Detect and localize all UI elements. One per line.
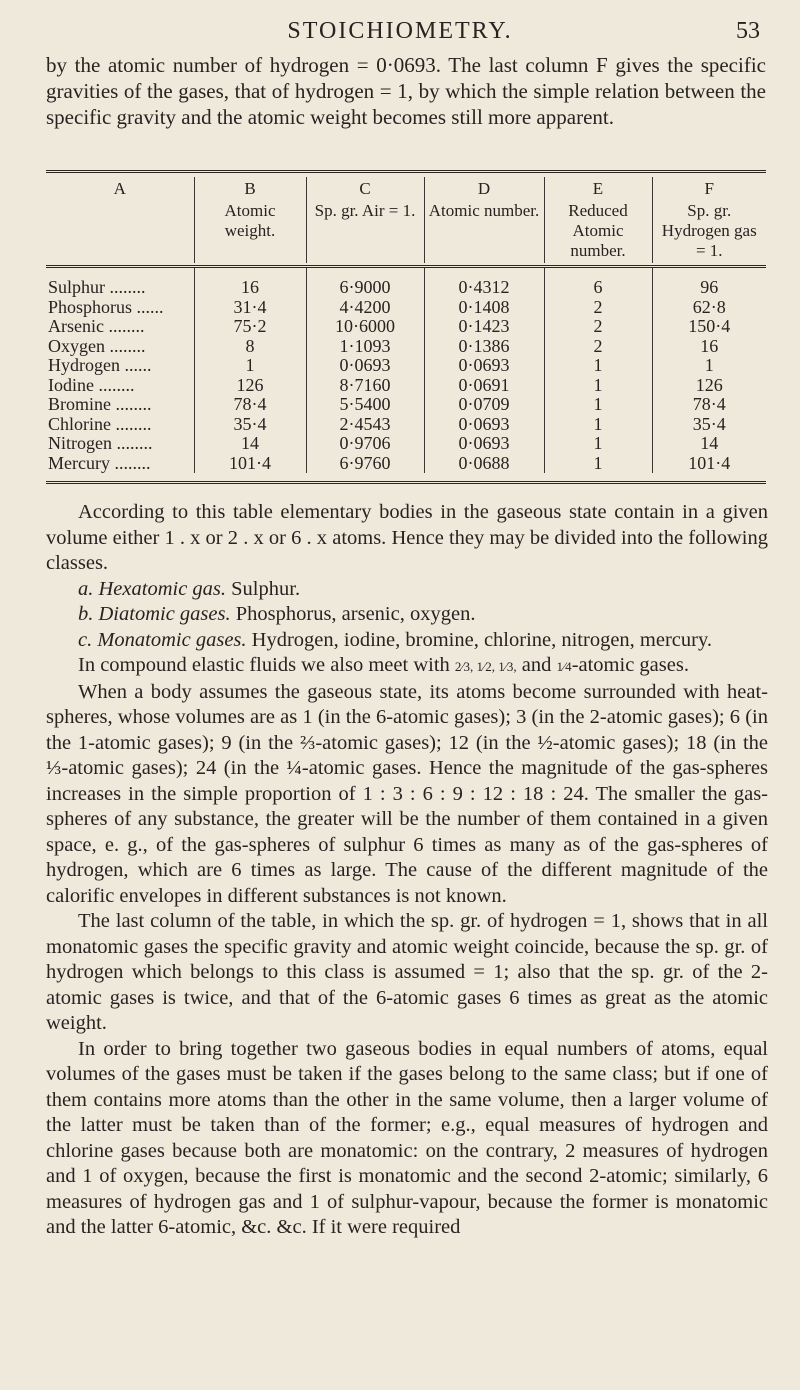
cell-weight: 126	[194, 376, 306, 396]
paragraph-compound-fluids	[46, 653, 768, 680]
table-header-row	[46, 177, 766, 263]
cell-name: Sulphur ........	[46, 267, 194, 298]
cell-atomic-number: 0·0709	[424, 395, 544, 415]
page-header	[0, 14, 800, 48]
table-row	[46, 454, 766, 474]
cell-reduced: 6	[544, 267, 652, 298]
cell-weight: 8	[194, 337, 306, 357]
data-table	[46, 177, 766, 473]
page-number: 53	[736, 18, 760, 44]
class-c-label: c. Monatomic gases.	[78, 628, 247, 651]
column-label: Reduced Atomic number.	[568, 201, 628, 260]
column-header	[194, 177, 306, 263]
cell-name: Nitrogen ........	[46, 434, 194, 454]
cell-name: Mercury ........	[46, 454, 194, 474]
table-row	[46, 376, 766, 396]
cell-spgr-air: 8·7160	[306, 376, 424, 396]
cell-spgr-h: 35·4	[692, 413, 726, 434]
body-text	[46, 500, 768, 1241]
column-letter: D	[477, 179, 491, 198]
paragraph-equal-numbers: In order to bring together two gaseous bodies in equal numbers of atoms, equal volumes of the gases must be taken if the gases belong to the same class; but if one of them contains more atoms than the other in the same volume, then a larger volume of the latter must be taken than of the former; e.g., equal measures of hydrogen and chlorine gases because both are monatomic: on the contrary, 2 measures of hydrogen and 1 of oxygen, because the first is monatomic and the second 2-atomic; similarly, 6 measures of hydrogen gas and 1 of sulphur-vapour, because the former is monatomic and the latter 6-atomic, &c. &c. If it were required	[46, 1037, 768, 1238]
cell-atomic-number: 0·1386	[424, 337, 544, 357]
cell-weight: 101·4	[194, 454, 306, 474]
table-row	[46, 298, 766, 318]
column-letter: C	[359, 179, 371, 198]
cell-atomic-number: 0·0688	[424, 454, 544, 474]
class-a-text: Sulphur.	[231, 577, 301, 600]
class-c	[46, 628, 768, 654]
class-c-text: Hydrogen, iodine, bromine, chlorine, nitrogen, mercury.	[251, 628, 713, 651]
cell-reduced: 1	[544, 395, 652, 415]
cell-reduced: 1	[544, 356, 652, 376]
class-b-text: Phosphorus, arsenic, oxygen.	[235, 603, 476, 625]
cell-atomic-number: 0·4312	[424, 267, 544, 298]
table-row	[46, 337, 766, 357]
cell-weight: 31·4	[194, 298, 306, 318]
table-top-rule	[46, 170, 766, 177]
cell-spgr-air: 5·5400	[306, 395, 424, 415]
cell-spgr-h: 101·4	[688, 452, 731, 473]
table-row	[46, 356, 766, 376]
cell-weight: 1	[194, 356, 306, 376]
column-label: Sp. gr. Air = 1.	[314, 201, 416, 220]
cell-spgr-air: 1·1093	[306, 337, 424, 357]
running-title: STOICHIOMETRY.	[287, 18, 513, 44]
column-header	[544, 177, 652, 263]
compound-and: and	[521, 654, 552, 676]
cell-name: Iodine ........	[46, 376, 194, 396]
paragraph-classes-intro: According to this table elementary bodies in the gaseous state contain in a given volume either 1 . x or 2 . x or 6 . x atoms. Hence they may be divided into the following classes.	[46, 501, 768, 574]
cell-reduced: 2	[544, 317, 652, 337]
table-row	[46, 267, 766, 298]
column-letter: B	[244, 179, 256, 198]
column-label: Atomic weight.	[224, 201, 276, 240]
cell-reduced: 2	[544, 337, 652, 357]
column-label: Sp. gr. Hydrogen gas = 1.	[661, 201, 757, 260]
cell-spgr-h: 1	[704, 355, 714, 375]
cell-weight: 14	[194, 434, 306, 454]
table-body	[46, 267, 766, 474]
column-letter: F	[704, 179, 714, 198]
cell-name: Bromine ........	[46, 395, 194, 415]
compound-fractions: 2⁄3, 1⁄2, 1⁄3,	[454, 659, 517, 674]
cell-name: Oxygen ........	[46, 337, 194, 357]
cell-reduced: 1	[544, 415, 652, 435]
column-header	[652, 177, 766, 263]
cell-spgr-air: 6·9000	[306, 267, 424, 298]
cell-reduced: 1	[544, 376, 652, 396]
intro-paragraph: by the atomic number of hydrogen = 0·0693. The last column F gives the specific gravities of the gases, that of hydrogen = 1, by which the simple relation between the specific gravity and the atomic weight becomes still more apparent.	[46, 53, 766, 129]
column-header	[306, 177, 424, 263]
cell-spgr-h: 96	[700, 277, 719, 297]
class-b	[46, 602, 768, 628]
table-row	[46, 317, 766, 337]
cell-name: Arsenic ........	[46, 317, 194, 337]
paragraph-last-column: The last column of the table, in which the sp. gr. of hydrogen = 1, shows that in all monatomic gases the specific gravity and atomic weight coincide, because the sp. gr. of hydrogen which belongs to this class is assumed = 1; also that the sp. gr. of the 2-atomic gases is twice, and that of the 6-atomic gases 6 times as great as the atomic weight.	[46, 910, 768, 1034]
table-row	[46, 415, 766, 435]
cell-weight: 16	[194, 267, 306, 298]
column-letter: E	[592, 179, 604, 198]
column-header	[46, 177, 194, 263]
compound-end: -atomic gases.	[571, 654, 689, 676]
compound-fraction-last: 1⁄4	[556, 659, 572, 674]
cell-atomic-number: 0·0693	[424, 415, 544, 435]
paragraph-heat-spheres: When a body assumes the gaseous state, its atoms become surrounded with heat-spheres, whose volumes are as 1 (in the 6-atomic gases); 3 (in the 2-atomic gases); 6 (in the 1-atomic gases); 9 (in the ⅔-atomic gases); 12 (in the ½-atomic gases); 18 (in the ⅓-atomic gases); 24 (in the ¼-atomic gases. Hence the magnitude of the gas-spheres increases in the simple proportion of 1 : 3 : 6 : 9 : 12 : 18 : 24. The smaller the gas-spheres of any substance, the greater will be the number of them contained in a given space, e. g., of the gas-spheres of sulphur 6 times as many as of the gas-spheres of hydrogen, which are 6 times as large. The cause of the different magnitude of the calorific envelopes in different substances is not known.	[46, 680, 768, 907]
cell-name: Phosphorus ......	[46, 298, 194, 318]
cell-atomic-number: 0·1408	[424, 298, 544, 318]
cell-spgr-air: 2·4543	[306, 415, 424, 435]
class-b-label: b. Diatomic gases.	[78, 603, 231, 625]
cell-reduced: 1	[544, 434, 652, 454]
class-a	[46, 577, 768, 603]
cell-spgr-air: 0·9706	[306, 434, 424, 454]
cell-spgr-h: 150·4	[688, 316, 731, 336]
cell-spgr-h: 126	[695, 374, 723, 395]
cell-spgr-air: 0·0693	[306, 356, 424, 376]
cell-atomic-number: 0·0691	[424, 376, 544, 396]
table-bottom-rule	[46, 481, 766, 488]
class-a-label: a. Hexatomic gas.	[78, 577, 227, 600]
table-row	[46, 395, 766, 415]
gas-table	[46, 170, 766, 488]
cell-spgr-h: 14	[700, 433, 719, 453]
cell-name: Chlorine ........	[46, 415, 194, 435]
cell-weight: 75·2	[194, 317, 306, 337]
column-label: Atomic number.	[428, 201, 540, 220]
cell-spgr-h: 62·8	[692, 296, 726, 317]
column-letter: A	[113, 179, 126, 198]
cell-atomic-number: 0·0693	[424, 434, 544, 454]
compound-start: In compound elastic fluids we also meet with	[78, 654, 450, 676]
cell-reduced: 1	[544, 454, 652, 474]
cell-spgr-air: 6·9760	[306, 454, 424, 474]
cell-weight: 78·4	[194, 395, 306, 415]
cell-spgr-h: 78·4	[692, 394, 726, 414]
table-row	[46, 434, 766, 454]
cell-name: Hydrogen ......	[46, 356, 194, 376]
cell-atomic-number: 0·1423	[424, 317, 544, 337]
cell-spgr-h: 16	[700, 335, 719, 356]
cell-weight: 35·4	[194, 415, 306, 435]
cell-atomic-number: 0·0693	[424, 356, 544, 376]
column-header	[424, 177, 544, 263]
cell-spgr-air: 10·6000	[306, 317, 424, 337]
cell-spgr-air: 4·4200	[306, 298, 424, 318]
cell-reduced: 2	[544, 298, 652, 318]
